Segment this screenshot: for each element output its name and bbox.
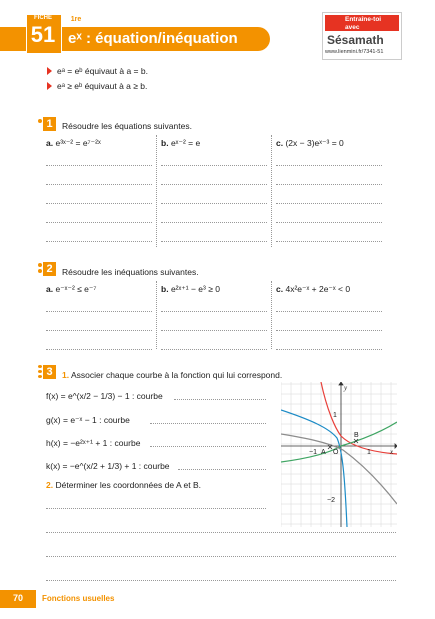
exercise-3-badge — [38, 365, 56, 379]
exercise-number: 3 — [43, 365, 56, 379]
answer-line — [276, 184, 382, 185]
answer-line — [161, 203, 267, 204]
page-title: eˣ : équation/inéquation — [68, 30, 238, 47]
promo-line2: avec — [345, 24, 360, 31]
x-axis-label: x — [390, 448, 394, 456]
answer-line — [276, 165, 382, 166]
sesamath-logo: Sésamath — [327, 33, 384, 47]
answer-line — [46, 508, 266, 509]
answer-line — [276, 311, 382, 312]
answer-line — [161, 184, 267, 185]
answer-line — [178, 469, 266, 470]
answer-line — [46, 203, 152, 204]
rule-1: eᵃ = eᵇ équivaut à a = b. — [57, 66, 148, 76]
answer-line — [150, 446, 266, 447]
ex1-item-c: c. (2x − 3)eˣ⁻³ = 0 — [276, 138, 344, 148]
ex2-item-a: a. e⁻ˣ⁻² ≤ e⁻⁷ — [46, 284, 97, 294]
sesamath-promo[interactable] — [322, 12, 402, 60]
column-separator — [271, 135, 272, 247]
exercise-2-badge — [38, 262, 56, 276]
answer-line — [46, 349, 152, 350]
page-number: 70 — [12, 593, 23, 603]
exercise-1-badge — [38, 117, 56, 131]
answer-line — [276, 349, 382, 350]
answer-line — [46, 580, 396, 581]
function-k: k(x) = −e^(x/2 + 1/3) + 1 : courbe — [46, 461, 170, 471]
rule-bullet-icon — [47, 67, 52, 75]
answer-line — [46, 222, 152, 223]
tick-x-minus-1: −1 — [309, 449, 317, 456]
promo-line1: Entraîne-toi — [345, 16, 382, 23]
exercise-3-q1: 1. Associer chaque courbe à la fonction qui lui correspond. — [62, 370, 283, 380]
answer-line — [161, 349, 267, 350]
ex2-item-b: b. e²ˣ⁺¹ − e³ ≥ 0 — [161, 284, 220, 294]
answer-line — [46, 311, 152, 312]
function-g: g(x) = e⁻ˣ − 1 : courbe — [46, 415, 130, 425]
answer-line — [276, 330, 382, 331]
answer-line — [46, 556, 396, 557]
column-separator — [156, 135, 157, 247]
answer-line — [276, 241, 382, 242]
exercise-3-q2: 2. Déterminer les coordonnées de A et B. — [46, 480, 201, 490]
function-graph — [281, 382, 397, 527]
rule-2: eᵃ ≥ eᵇ équivaut à a ≥ b. — [57, 81, 148, 91]
fiche-number: 51 — [30, 22, 56, 47]
answer-line — [161, 165, 267, 166]
tick-x-1: 1 — [367, 449, 371, 456]
answer-line — [174, 399, 266, 400]
point-A-label: A — [321, 449, 326, 456]
answer-line — [161, 222, 267, 223]
point-B-label: B — [354, 432, 359, 439]
level-badge: 1re — [68, 16, 84, 27]
answer-line — [276, 222, 382, 223]
promo-url[interactable]: www.lienmini.fr/7341-51 — [325, 49, 384, 55]
answer-line — [46, 330, 152, 331]
rule-bullet-icon — [47, 82, 52, 90]
tick-y-1: 1 — [333, 412, 337, 419]
origin-label: O — [333, 449, 339, 456]
y-axis-label: y — [344, 384, 348, 392]
exercise-2-instruction: Résoudre les inéquations suivantes. — [62, 267, 199, 277]
graph-grid — [281, 382, 397, 527]
column-separator — [156, 281, 157, 349]
answer-line — [46, 165, 152, 166]
chapter-name: Fonctions usuelles — [42, 594, 115, 603]
answer-line — [46, 184, 152, 185]
fiche-label: FICHE — [34, 15, 52, 21]
ex2-item-c: c. 4x²e⁻ˣ + 2e⁻ˣ < 0 — [276, 284, 351, 294]
column-separator — [271, 281, 272, 349]
exercise-1-instruction: Résoudre les équations suivantes. — [62, 121, 192, 131]
answer-line — [161, 241, 267, 242]
answer-line — [161, 330, 267, 331]
answer-line — [276, 203, 382, 204]
function-h: h(x) = −e²ˣ⁺¹ + 1 : courbe — [46, 438, 141, 448]
ex1-item-b: b. eˣ⁻² = e — [161, 138, 201, 148]
answer-line — [150, 423, 266, 424]
answer-line — [161, 311, 267, 312]
function-f: f(x) = e^(x/2 − 1/3) − 1 : courbe — [46, 391, 163, 401]
ex1-item-a: a. e³ˣ⁻² = e⁷⁻²ˣ — [46, 138, 101, 148]
answer-line — [46, 532, 396, 533]
tick-y-minus-2: −2 — [327, 497, 335, 504]
exercise-number: 2 — [43, 262, 56, 276]
exercise-number: 1 — [43, 117, 56, 131]
answer-line — [46, 241, 152, 242]
